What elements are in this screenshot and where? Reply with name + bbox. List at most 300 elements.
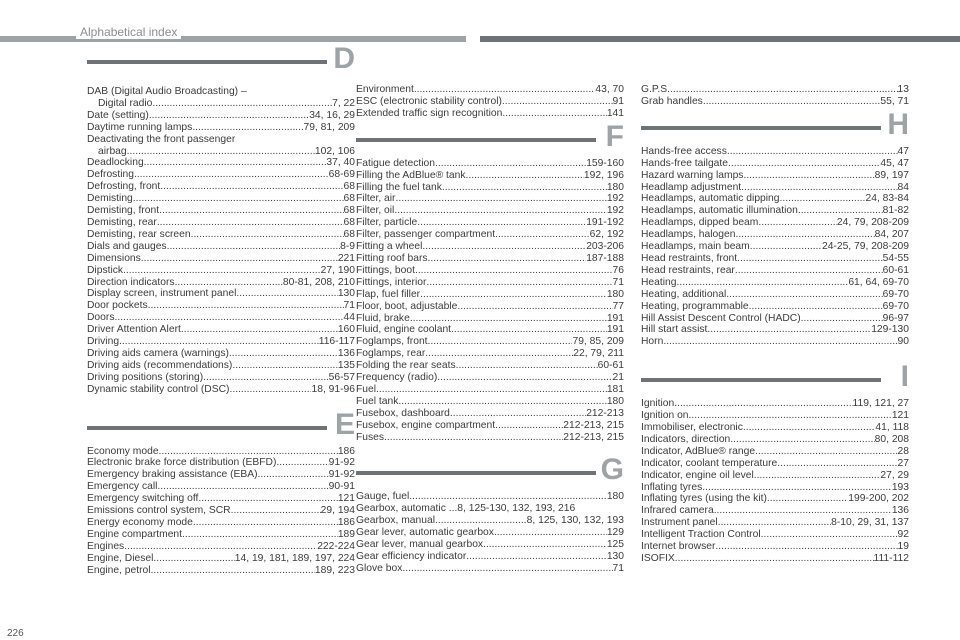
index-entry	[641, 470, 909, 482]
dot-leader	[428, 336, 573, 348]
entry-pages: 29, 194	[320, 505, 355, 517]
entry-pages: 54-55	[882, 252, 909, 264]
dot-leader	[167, 241, 341, 253]
index-entry	[356, 217, 624, 229]
entry-label: Dimensions	[87, 252, 141, 264]
entry-label: Instrument panel	[641, 517, 718, 529]
dot-leader	[466, 551, 607, 563]
entry-pages: 186	[337, 517, 355, 528]
entry-label: Fittings, boot	[356, 264, 415, 276]
entry-label: Electronic brake force distribution (EBFD)	[87, 457, 277, 469]
entry-pages: 43, 70	[595, 84, 624, 95]
entry-pages: 68	[343, 193, 355, 205]
entry-pages: 69-70	[882, 300, 909, 312]
dot-leader	[232, 360, 337, 372]
entry-label: Gear lever, automatic gearbox	[356, 527, 494, 539]
dot-leader	[754, 470, 881, 482]
entry-pages: 19	[897, 541, 909, 553]
section-d	[87, 42, 355, 396]
entry-label: Engines	[87, 540, 125, 552]
index-entry	[356, 96, 624, 108]
dot-leader	[258, 469, 329, 481]
entry-pages: 212-213	[586, 407, 624, 419]
entry-pages: 55, 71	[880, 95, 909, 107]
entry-pages: 13	[897, 84, 909, 95]
index-entry	[87, 493, 355, 505]
dot-leader	[127, 146, 315, 158]
dot-leader	[402, 563, 612, 575]
entry-label: Direction indicators	[87, 276, 175, 288]
index-entry	[87, 134, 355, 146]
entry-pages: 212-213, 215	[563, 431, 624, 443]
entry-pages: 84, 207	[874, 229, 909, 241]
entry-label: Frequency (radio)	[356, 372, 438, 384]
index-entry	[356, 360, 624, 372]
dot-leader	[689, 410, 892, 422]
entry-pages: 37, 40	[326, 157, 355, 169]
entry-pages: 8-10, 29, 31, 137	[831, 517, 909, 529]
dot-leader	[714, 505, 892, 517]
entry-pages: 192	[606, 193, 624, 205]
section-divider	[356, 138, 596, 142]
dot-leader	[730, 434, 874, 446]
page-header-title: Alphabetical index	[76, 25, 181, 39]
entry-pages: 71	[612, 276, 624, 288]
entry-label: Inflating tyres (using the kit)	[641, 493, 767, 505]
entry-pages: 60-61	[597, 360, 624, 372]
index-entry	[87, 253, 355, 265]
entry-label: Filling the AdBlue® tank	[356, 169, 466, 181]
entry-pages: 91-92	[328, 457, 355, 469]
entry-pages: 45, 47	[880, 157, 909, 169]
entry-label: Demisting, rear screen	[87, 228, 191, 240]
entry-pages: 21	[612, 372, 624, 384]
index-entry	[87, 529, 355, 541]
dot-leader	[727, 146, 898, 158]
dot-leader	[148, 300, 344, 312]
entry-label: Filling the fuel tank	[356, 181, 442, 193]
entry-label: Ignition	[641, 398, 675, 410]
dot-leader	[134, 169, 329, 181]
entry-label: Indicator, AdBlue® range	[641, 445, 756, 457]
entry-pages: 119, 121, 27	[852, 398, 909, 410]
entry-label: Emergency call	[87, 481, 158, 493]
entry-pages: 80-81, 208, 210	[282, 276, 355, 288]
index-entry	[356, 515, 624, 527]
index-entry	[356, 289, 624, 301]
dot-leader	[715, 541, 897, 553]
dot-leader	[435, 515, 527, 527]
dot-leader	[502, 96, 613, 108]
index-entry	[356, 563, 624, 575]
index-entry	[356, 348, 624, 360]
dot-leader	[798, 205, 883, 217]
index-entry	[641, 217, 909, 229]
dot-leader	[707, 324, 871, 336]
index-entry	[356, 265, 624, 277]
index-entry	[356, 170, 624, 182]
entry-pages: 130	[337, 288, 355, 300]
dot-leader	[229, 384, 311, 396]
dot-leader	[465, 170, 583, 182]
dot-leader	[152, 98, 332, 110]
entry-pages: 203-206	[586, 241, 624, 253]
entry-label: Folding the rear seats	[356, 360, 456, 372]
entry-pages: 180	[606, 491, 624, 503]
index-entry	[641, 434, 909, 446]
entry-pages: 192	[606, 205, 624, 217]
dot-leader	[181, 324, 338, 336]
entry-label: DAB (Digital Audio Broadcasting) –	[87, 86, 247, 97]
entry-label: Horn	[641, 336, 664, 348]
entry-label: Foglamps, rear	[356, 348, 426, 360]
index-entry	[87, 384, 355, 396]
section-letter: E	[334, 407, 355, 441]
dot-leader	[114, 312, 343, 324]
dot-leader	[437, 372, 612, 384]
index-entry	[87, 324, 355, 336]
entry-list	[641, 146, 909, 348]
dot-leader	[735, 229, 874, 241]
entry-pages: 68	[343, 181, 355, 193]
index-entry	[356, 408, 624, 420]
entry-label: Filter, particle	[356, 217, 418, 229]
dot-leader	[435, 158, 586, 170]
index-entry	[87, 300, 355, 312]
index-entry	[87, 146, 355, 158]
dot-leader	[119, 336, 319, 348]
index-entry	[87, 110, 355, 122]
entry-pages: 34, 16, 29	[309, 109, 355, 121]
index-entry	[356, 372, 624, 384]
dot-leader	[153, 553, 234, 565]
entry-label: Gauge, fuel	[356, 491, 410, 503]
entry-label: Digital radio	[98, 97, 153, 109]
dot-leader	[761, 529, 898, 541]
index-entry	[87, 505, 355, 517]
index-entry	[87, 553, 355, 565]
dot-leader	[495, 420, 563, 432]
entry-label: Gearbox, manual	[356, 515, 435, 527]
entry-label: Heating, programmable	[641, 300, 749, 312]
index-entry	[641, 193, 909, 205]
entry-pages: 91-92	[328, 469, 355, 481]
section-i-header	[641, 360, 909, 398]
index-entry	[87, 157, 355, 169]
dot-leader	[193, 517, 338, 529]
index-entry	[641, 410, 909, 422]
index-entry	[641, 553, 909, 565]
index-entry	[641, 313, 909, 325]
entry-label: airbag	[98, 145, 127, 157]
entry-label: Driving	[87, 336, 120, 348]
index-entry	[356, 491, 624, 503]
dot-leader	[426, 277, 612, 289]
entry-label: Gear efficiency indicator	[356, 551, 467, 562]
index-entry	[356, 336, 624, 348]
index-entry	[87, 469, 355, 481]
section-divider	[641, 126, 881, 130]
entry-pages: 186	[337, 445, 355, 457]
index-entry	[87, 181, 355, 193]
entry-label: Filter, passenger compartment	[356, 229, 496, 241]
entry-pages: 77	[612, 300, 624, 312]
index-entry	[356, 432, 624, 444]
index-entry	[641, 336, 909, 348]
dot-leader	[191, 229, 344, 241]
index-entry	[87, 86, 355, 98]
index-entry	[356, 182, 624, 194]
section-divider	[641, 378, 881, 382]
dot-leader	[182, 529, 338, 541]
index-column-2	[356, 84, 624, 575]
entry-label: Fittings, interior	[356, 276, 427, 288]
entry-pages: 160	[337, 324, 355, 336]
index-entry	[87, 336, 355, 348]
entry-label: G.P.S.	[641, 84, 670, 95]
entry-pages: 68	[343, 205, 355, 217]
dot-leader	[203, 372, 328, 384]
dot-leader	[159, 446, 338, 458]
entry-label: Demisting, rear	[87, 216, 157, 228]
entry-label: Engine, petrol	[87, 564, 151, 576]
entry-pages: 193	[891, 481, 909, 493]
index-entry	[87, 348, 355, 360]
section-g	[356, 453, 624, 574]
dot-leader	[663, 336, 897, 348]
dot-leader	[750, 241, 822, 253]
entry-pages: 18, 91-96	[311, 383, 355, 395]
entry-pages: 91	[612, 95, 624, 107]
entry-pages: 61, 64, 69-70	[848, 276, 909, 288]
entry-pages: 68	[343, 228, 355, 240]
entry-pages: 111-112	[873, 553, 909, 564]
dot-leader	[494, 527, 607, 539]
entry-pages: 27	[897, 457, 909, 469]
entry-pages: 76	[612, 264, 624, 276]
dot-leader	[670, 84, 898, 96]
entry-label: ESC (electronic stability control)	[356, 95, 502, 107]
entry-pages: 27, 29	[880, 469, 909, 481]
entry-label: Gear lever, manual gearbox	[356, 539, 484, 551]
index-entry	[641, 458, 909, 470]
dot-leader	[456, 360, 598, 372]
entry-label: Demisting, front	[87, 205, 160, 217]
entry-list	[87, 86, 355, 396]
dot-leader	[749, 301, 883, 313]
entry-pages: 41, 118	[875, 422, 909, 434]
dot-leader	[502, 108, 606, 120]
index-entry	[356, 420, 624, 432]
index-entry	[641, 517, 909, 529]
entry-pages: 24, 83-84	[865, 193, 909, 205]
entry-pages: 96-97	[882, 312, 909, 324]
dot-leader	[457, 301, 612, 313]
section-divider	[356, 471, 596, 475]
entry-label: Infrared camera	[641, 505, 714, 517]
entry-label: Doors	[87, 312, 115, 324]
entry-pages: 8, 125, 130, 132, 193	[526, 515, 624, 527]
entry-pages: 89, 197	[874, 169, 909, 181]
index-column-3	[641, 84, 909, 565]
entry-pages: 199-200, 202	[848, 493, 909, 505]
index-entry	[641, 205, 909, 217]
index-entry	[641, 229, 909, 241]
entry-label: Economy mode	[87, 445, 159, 457]
entry-label: Date (setting)	[87, 109, 149, 121]
entry-label: Engine compartment	[87, 528, 183, 540]
entry-label: Immobiliser, electronic	[641, 422, 743, 434]
entry-label: Headlamps, automatic illumination	[641, 205, 798, 217]
dot-leader	[144, 157, 327, 169]
entry-pages: 189	[337, 528, 355, 540]
section-letter: H	[887, 107, 909, 141]
entry-list	[356, 158, 624, 444]
dot-leader	[726, 289, 882, 301]
entry-label: Filter, oil	[356, 205, 395, 217]
dot-leader	[160, 181, 343, 193]
entry-label: Fuses	[356, 431, 385, 443]
entry-label: Indicator, coolant temperature	[641, 457, 778, 469]
entry-pages: 27, 190	[320, 264, 355, 276]
entry-label: Fluid, brake	[356, 312, 410, 324]
dot-leader	[409, 491, 607, 503]
entry-pages: 181	[606, 383, 624, 395]
entry-label: Headlamps, automatic dipping	[641, 193, 780, 205]
dot-leader	[420, 289, 607, 301]
index-entry	[87, 457, 355, 469]
entry-pages: 159-160	[586, 157, 624, 169]
index-entry	[356, 108, 624, 120]
index-entry	[641, 398, 909, 410]
section-f-header	[356, 119, 624, 158]
index-entry	[356, 301, 624, 313]
index-entry	[87, 122, 355, 134]
entry-list	[87, 446, 355, 577]
entry-label: Heating	[641, 276, 677, 288]
index-entry	[356, 313, 624, 325]
index-entry	[356, 205, 624, 217]
entry-label: Hands-free tailgate	[641, 157, 729, 169]
dot-leader	[398, 396, 606, 408]
entry-pages: 71	[343, 300, 355, 312]
dot-leader	[483, 539, 607, 551]
index-entry	[641, 541, 909, 553]
section-h-header	[641, 107, 909, 146]
index-entry	[641, 170, 909, 182]
entry-pages: 180	[606, 395, 624, 407]
entry-pages: 8-9	[340, 240, 355, 252]
dot-leader	[151, 565, 315, 577]
entry-pages: 24-25, 79, 208-209	[821, 241, 909, 253]
index-entry	[641, 277, 909, 289]
dot-leader	[674, 398, 852, 410]
dot-leader	[417, 217, 586, 229]
entry-pages: 180	[606, 181, 624, 193]
dot-leader	[767, 493, 848, 505]
index-entry	[641, 241, 909, 253]
entry-label: Emergency switching off	[87, 493, 199, 505]
entry-label: Dynamic stability control (DSC)	[87, 383, 230, 395]
dot-leader	[149, 110, 309, 122]
entry-pages: 121	[337, 493, 355, 505]
dot-leader	[442, 182, 607, 194]
index-entry	[87, 265, 355, 277]
dot-leader	[414, 84, 596, 96]
entry-pages: 7, 22	[332, 97, 355, 109]
index-entry	[641, 529, 909, 541]
dot-leader	[159, 205, 343, 217]
dot-leader	[422, 241, 586, 253]
index-entry	[356, 253, 624, 265]
entry-pages: 191-192	[586, 217, 624, 229]
entry-label: Energy economy mode	[87, 517, 193, 528]
entry-label: Headlamps, dipped beam	[641, 217, 759, 229]
index-entry	[87, 312, 355, 324]
index-entry	[641, 265, 909, 277]
dot-leader	[376, 384, 607, 396]
dot-leader	[198, 493, 337, 505]
entry-pages: 92	[897, 529, 909, 541]
entry-pages: 22, 79, 211	[573, 348, 624, 360]
entry-pages: 121	[891, 410, 909, 422]
section-e	[87, 407, 355, 577]
entry-pages: 191	[606, 312, 624, 324]
entry-label: Hill Assist Descent Control (HADC)	[641, 312, 801, 324]
index-entry	[87, 205, 355, 217]
index-entry	[87, 360, 355, 372]
index-entry	[87, 565, 355, 577]
entry-pages: 221	[337, 252, 355, 264]
entry-pages: 129	[606, 527, 624, 539]
entry-pages: 79, 85, 209	[572, 336, 624, 348]
entry-pages: 24, 79, 208-209	[836, 217, 909, 229]
entry-label: Defrosting	[87, 169, 134, 181]
entry-label: Environment	[356, 84, 414, 95]
section-letter: D	[333, 42, 355, 75]
entry-label: Floor, boot, adjustable	[356, 300, 458, 312]
entry-label: Filter, air	[356, 193, 396, 205]
entry-label: Headlamps, main beam	[641, 241, 750, 253]
entry-label: Fuel tank	[356, 395, 399, 407]
entry-pages: 189, 223	[314, 564, 355, 576]
entry-label: Indicator, engine oil level	[641, 469, 754, 481]
entry-pages: 130	[606, 551, 624, 562]
entry-label: Defrosting, front	[87, 181, 161, 193]
entry-pages: 136	[337, 347, 355, 359]
index-entry	[356, 158, 624, 170]
entry-pages: 60-61	[882, 264, 909, 276]
page-number: 226	[7, 628, 24, 639]
entry-label: Headlamp adjustment	[641, 181, 742, 193]
entry-label: Intelligent Traction Control	[641, 529, 761, 541]
entry-label: Emissions control system, SCR	[87, 505, 231, 517]
entry-pages: 135	[337, 359, 355, 371]
entry-pages: 187-188	[586, 252, 624, 264]
entry-pages: 125	[606, 539, 624, 551]
entry-label: Fitting a wheel	[356, 241, 423, 253]
header-bar-left	[0, 36, 466, 42]
dot-leader	[428, 253, 587, 265]
dot-leader	[157, 481, 328, 493]
entry-pages: 56-57	[328, 371, 355, 383]
entry-label: Indicators, direction	[641, 433, 731, 445]
index-entry	[356, 193, 624, 205]
entry-label: Grab handles	[641, 95, 703, 107]
entry-label: Fusebox, engine compartment	[356, 419, 496, 431]
index-entry	[87, 277, 355, 289]
entry-pages: 62, 192	[589, 229, 624, 241]
